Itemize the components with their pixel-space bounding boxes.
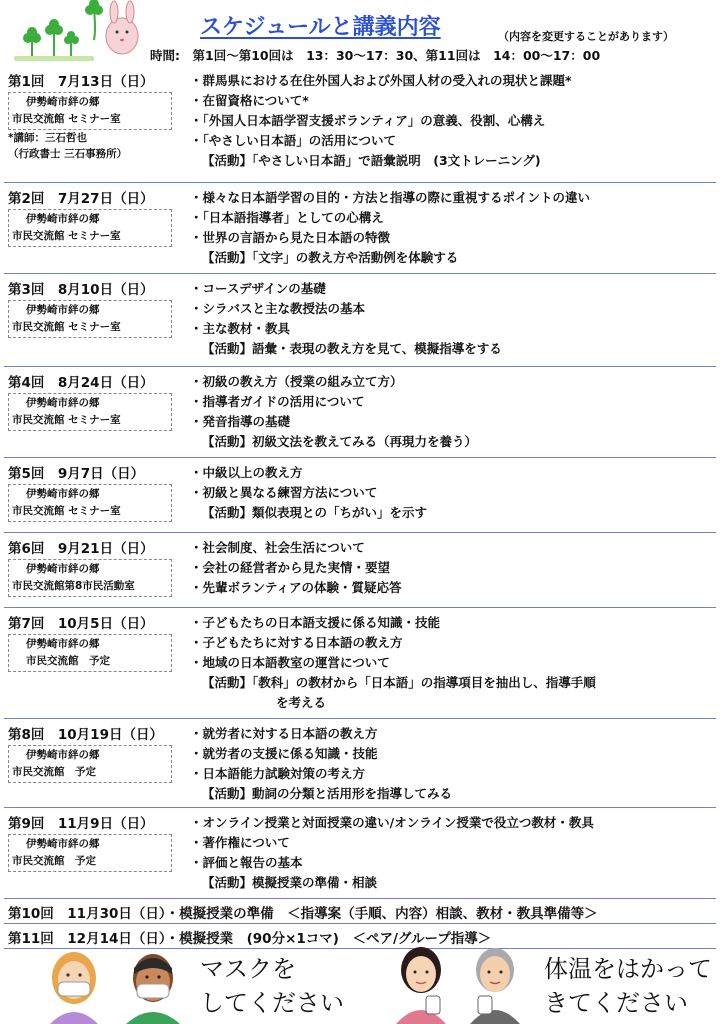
temperature-notice-line: きてください — [544, 989, 688, 1017]
time-info: 時間: 第1回～第10回は 13：30～17：30、第11回は 14：00～17：00 — [150, 48, 601, 63]
venue-line: 市民交流館 セミナー室 — [12, 321, 121, 333]
topic-item: ・先輩ボランティアの体験・質疑応答 — [190, 580, 402, 595]
masked-woman-icon — [44, 944, 104, 1024]
topic-item: ・就労者の支援に係る知識・技能 — [190, 746, 378, 761]
topic-item: ・発音指導の基礎 — [190, 414, 291, 429]
venue-line: 伊勢崎市絆の郷 — [26, 96, 100, 108]
venue-line: 伊勢崎市絆の郷 — [26, 397, 100, 409]
session-9 — [4, 808, 716, 899]
topic-item: ・「外国人日本語学習支援ボランティア」の意義、役割、心構え — [190, 113, 546, 128]
clover-rabbit-illustration — [10, 0, 150, 64]
topic-item: ・著作権について — [190, 835, 290, 850]
session-date: 第4回 8月24日（日） — [8, 375, 154, 391]
session-date: 第2回 7月27日（日） — [8, 191, 154, 207]
activity-item: 【活動】初級文法を教えてみる（再現力を養う） — [202, 434, 478, 449]
venue-line: 市民交流館 セミナー室 — [12, 505, 121, 517]
session-date: 第8回 10月19日（日） — [8, 727, 163, 743]
topic-item: ・主な教材・教具 — [190, 321, 291, 336]
activity-item: 【活動】類似表現との「ちがい」を示す — [202, 505, 428, 520]
topic-item: ・初級と異なる練習方法について — [190, 485, 378, 500]
topic-item: ・「日本語指導者」としての心構え — [190, 210, 384, 225]
venue-line: 伊勢崎市絆の郷 — [26, 213, 100, 225]
venue-line: 伊勢崎市絆の郷 — [26, 638, 100, 650]
temperature-notice-line: 体温をはかって — [544, 955, 712, 983]
venue-box — [8, 559, 172, 597]
instructor: *講師：三石哲也 — [8, 132, 87, 144]
topic-item: ・会社の経営者から見た実情・要望 — [190, 560, 391, 575]
activity-item: 【活動】模擬授業の準備・相談 — [202, 875, 378, 890]
page-title: スケジュールと講義内容 — [200, 15, 441, 40]
activity-item: 【活動】「やさしい日本語」で語彙説明 (3文トレーニング) — [202, 153, 541, 168]
session-date: 第1回 7月13日（日） — [8, 74, 154, 90]
session-5 — [4, 458, 716, 533]
topic-item: ・評価と報告の基本 — [190, 855, 303, 870]
venue-box — [8, 834, 172, 872]
topic-item: ・群馬県における在住外国人および外国人材の受入れの現状と課題* — [190, 73, 572, 88]
venue-box — [8, 92, 172, 130]
venue-box — [8, 745, 172, 783]
topic-item: ・コースデザインの基礎 — [190, 281, 326, 296]
venue-line: 伊勢崎市絆の郷 — [26, 838, 100, 850]
schedule-list — [4, 66, 716, 949]
session-11-line: 第11回 12月14日（日）・模擬授業 (90分×1コマ) ＜ペア/グループ指導＞ — [8, 931, 492, 947]
masked-man-icon — [122, 944, 184, 1024]
session-date: 第7回 10月5日（日） — [8, 616, 154, 632]
activity-item: 【活動】「教科」の教材から「日本語」の指導項目を抽出し、指導手順 — [202, 675, 596, 690]
venue-line: 伊勢崎市絆の郷 — [26, 304, 100, 316]
venue-box — [8, 393, 172, 431]
topic-item: ・社会制度、社会生活について — [190, 540, 365, 555]
venue-line: 伊勢崎市絆の郷 — [26, 563, 100, 575]
session-date: 第5回 9月7日（日） — [8, 466, 145, 482]
venue-line: 伊勢崎市絆の郷 — [26, 488, 100, 500]
session-2 — [4, 183, 716, 274]
change-note: （内容を変更することがあります） — [498, 30, 674, 43]
venue-line: 市民交流館 セミナー室 — [12, 113, 121, 125]
woman-thermometer-icon — [392, 940, 450, 1024]
topic-item: ・子どもたちの日本語支援に係る知識・技能 — [190, 615, 441, 630]
topic-item: ・子どもたちに対する日本語の教え方 — [190, 635, 403, 650]
session-date: 第6回 9月21日（日） — [8, 541, 154, 557]
session-3 — [4, 274, 716, 367]
session-1 — [4, 66, 716, 183]
session-date: 第9回 11月9日（日） — [8, 816, 154, 832]
instructor-affiliation: （行政書士 三石事務所） — [8, 148, 128, 160]
topic-item: ・初級の教え方（授業の組み立て方） — [190, 374, 403, 389]
activity-item: 【活動】語彙・表現の教え方を見て、模擬指導をする — [202, 341, 502, 356]
venue-box — [8, 209, 172, 247]
topic-item: ・中級以上の教え方 — [190, 465, 303, 480]
activity-item-continued: を考える — [276, 695, 327, 710]
venue-box — [8, 300, 172, 338]
man-thermometer-icon — [466, 940, 524, 1024]
topic-item: ・就労者に対する日本語の教え方 — [190, 726, 378, 741]
topic-item: ・様々な日本語学習の目的・方法と指導の際に重視するポイントの違い — [190, 190, 591, 205]
venue-box — [8, 484, 172, 522]
venue-line: 市民交流館 セミナー室 — [12, 414, 121, 426]
mask-notice-line: マスクを — [200, 955, 296, 983]
session-10-line: 第10回 11月30日（日）・模擬授業の準備 ＜指導案（手順、内容）相談、教材・教具準備等＞ — [8, 906, 598, 922]
topic-item: ・指導者ガイドの活用について — [190, 394, 365, 409]
activity-item: 【活動】「文字」の教え方や活動例を体験する — [202, 250, 459, 265]
session-date: 第3回 8月10日（日） — [8, 282, 154, 298]
venue-line: 市民交流館第8市民活動室 — [12, 580, 135, 592]
venue-box — [8, 634, 172, 672]
venue-line: 市民交流館 セミナー室 — [12, 230, 121, 242]
venue-line: 市民交流館 予定 — [26, 655, 110, 667]
topic-item: ・地域の日本語教室の運営について — [190, 655, 390, 670]
session-8 — [4, 719, 716, 808]
venue-line: 市民交流館 予定 — [12, 766, 96, 778]
topic-item: ・オンライン授業と対面授業の違い/オンライン授業で役立つ教材・教具 — [190, 815, 594, 830]
session-4 — [4, 367, 716, 458]
topic-item: ・シラバスと主な教授法の基本 — [190, 301, 366, 316]
topic-item: ・「やさしい日本語」の活用について — [190, 133, 397, 148]
topic-item: ・世界の言語から見た日本語の特徴 — [190, 230, 391, 245]
venue-line: 市民交流館 予定 — [12, 855, 96, 867]
activity-item: 【活動】動詞の分類と活用形を指導してみる — [202, 786, 453, 801]
topic-item: ・日本語能力試験対策の考え方 — [190, 766, 366, 781]
mask-notice-line: してください — [200, 989, 344, 1017]
session-7 — [4, 608, 716, 719]
session-10 — [4, 899, 716, 924]
footer-notices — [0, 940, 724, 1024]
venue-line: 伊勢崎市絆の郷 — [26, 749, 100, 761]
session-6 — [4, 533, 716, 608]
topic-item: ・在留資格について* — [190, 93, 309, 108]
